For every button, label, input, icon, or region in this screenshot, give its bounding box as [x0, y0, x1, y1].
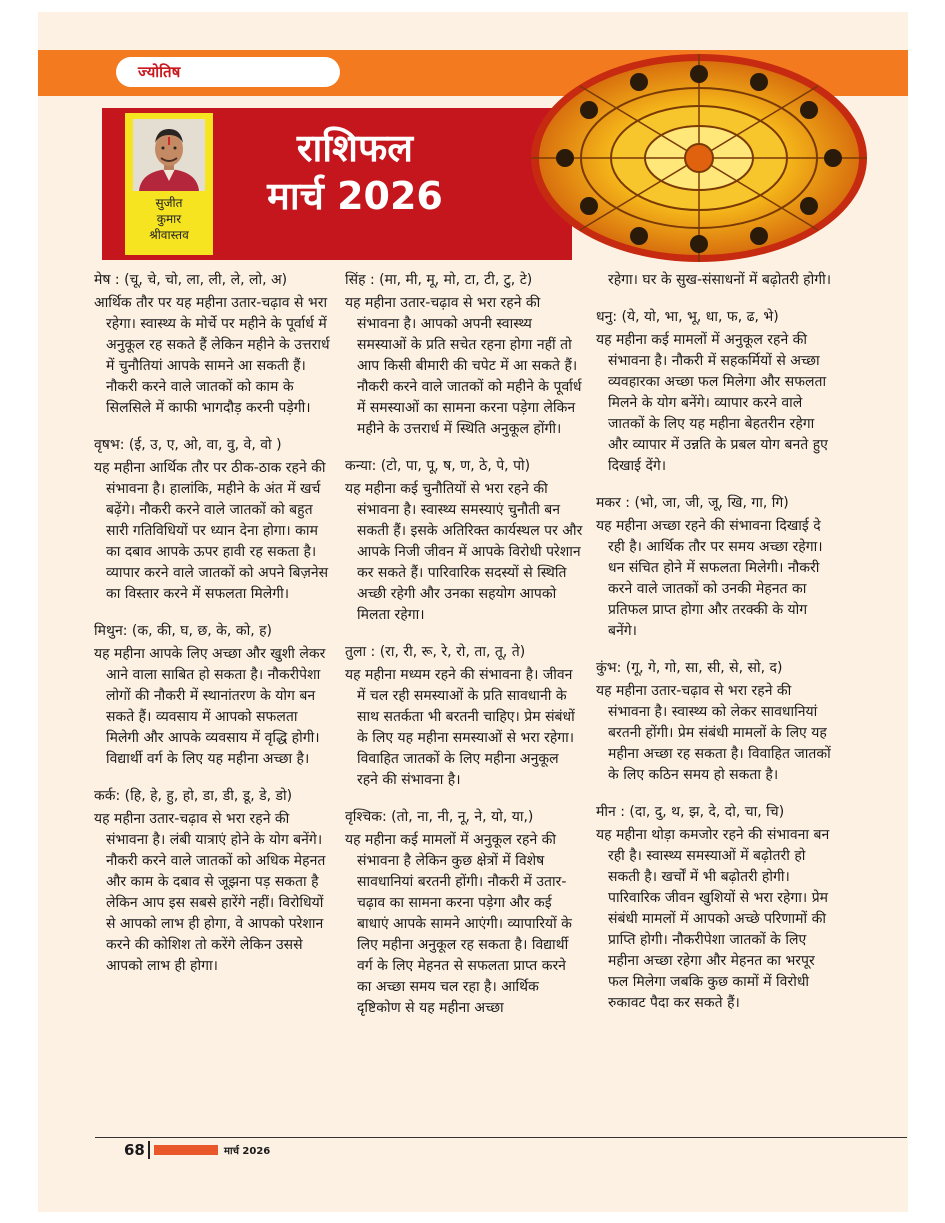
sign-mesh [94, 270, 332, 419]
sign-heading: तुला : (रा, री, रू, रे, रो, ता, तू, ते) [345, 644, 526, 660]
sign-text: यह महीना अच्छा रहने की संभावना दिखाई दे रही है। आर्थिक तौर पर समय अच्छा रहेगा। धन संचित होने में सफलता मिलेगी। नौकरी करने वाले जातकों को उनकी मेहनत का प्रतिफल प्राप्त होगा और तरक्की के योग बनेंगे। [596, 518, 823, 639]
footer-date: मार्च 2026 [224, 1146, 271, 1157]
footer-separator [148, 1141, 150, 1159]
title-line2: मार्च 2026 [267, 174, 443, 218]
title-line1: राशिफल [296, 126, 414, 170]
sign-heading: धनु: (ये, यो, भा, भू, धा, फ, ढ, भे) [596, 309, 779, 325]
author-name-line3: श्रीवास्तव [149, 228, 189, 242]
sign-text: यह महीना कई मामलों में अनुकूल रहने की संभावना है। नौकरी में सहकर्मियों से अच्छा व्यवहारका अच्छा फल मिलेगा और सफलता मिलने के योग बनेंगे। व्यापार करने वाले जातकों के लिए यह महीना बेहतरीन रहेगा और व्यापार में उन्नति के प्रबल योग बनते हुए दिखाई देंगे। [596, 332, 828, 474]
sign-heading: मकर : (भो, जा, जी, जू, खि, गा, गि) [596, 495, 789, 511]
author-name-line1: सुजीत [155, 196, 183, 210]
sign-heading: सिंह : (मा, मी, मू, मो, टा, टी, टु, टे) [345, 272, 533, 288]
continued-text: रहेगा। घर के सुख-संसाधनों में बढ़ोतरी होगी। [608, 272, 832, 288]
sign-meen [596, 802, 834, 1014]
sign-text: यह महीना उतार-चढ़ाव से भरा रहने की संभावना है। आपको अपनी स्वास्थ्य समस्याओं के प्रति सचेत रहना होगा नहीं तो आप किसी बीमारी की चपेट में आ सकते हैं। नौकरी करने वाले जातकों को महीने के पूर्वार्ध में समस्याओं का सामना करना पड़ेगा लेकिन महीने के उत्तरार्ध में स्थिति अनुकूल होंगी। [345, 295, 582, 437]
sign-heading: मिथुन: (क, की, घ, छ, के, को, ह) [94, 623, 272, 639]
sign-dhanu [596, 307, 834, 477]
sign-heading: कुंभ: (गू, गे, गो, सा, सी, से, सो, द) [596, 660, 783, 676]
page-title [240, 124, 470, 220]
column-2 [345, 270, 583, 1035]
author-name-line2: कुमार [156, 212, 182, 226]
sign-text: यह महीना उतार-चढ़ाव से भरा रहने की संभावना है। लंबी यात्राएं होने के योग बनेंगे। नौकरी करने वाले जातकों को अधिक मेहनत और काम के दबाव से जूझना पड़ सकता है लेकिन आप इस सबसे हारेंगे नहीं। विरोधियों से आपको लाभ ही होगा, वे आपको परेशान करने की कोशिश तो करेंगे लेकिन उससे आपको लाभ ही होगा। [94, 811, 326, 974]
sign-heading: कर्क: (हि, हे, हु, हो, डा, डी, डू, डे, डो) [94, 788, 293, 804]
author-photo [133, 119, 205, 191]
page-number: 68 [124, 1141, 145, 1159]
sign-text: यह महीना कई मामलों में अनुकूल रहने की संभावना है लेकिन कुछ क्षेत्रों में विशेष सावधानियां बरतनी होंगी। नौकरी में उतार-चढ़ाव का सामना करना पड़ेगा और कई बाधाएं आपके सामने आएंगी। व्यापारियों के लिए महीना अनुकूल रह सकता है। विद्यार्थी वर्ग के लिए मेहनत से सफलता प्राप्त करने का अच्छा समय चल रहा है। आर्थिक दृष्टिकोण से यह महीना अच्छा [345, 832, 572, 1016]
zodiac-wheel-icon [527, 48, 872, 264]
author-name [125, 195, 213, 243]
sign-singh [345, 270, 583, 440]
sign-vrishabh [94, 435, 332, 605]
sign-heading: मेष : (चू, चे, चो, ला, ली, ले, लो, अ) [94, 272, 288, 288]
sign-text: यह महीना कई चुनौतियों से भरा रहने की संभावना है। स्वास्थ्य समस्याएं चुनौती बन सकती हैं। इसके अतिरिक्त कार्यस्थल पर और आपके निजी जीवन में आपके विरोधी परेशान कर सकते हैं। पारिवारिक सदस्यों से स्थिति अच्छी रहेगी और उनका सहयोग आपको मिलता रहेगा। [345, 481, 583, 623]
sign-heading: मीन : (दा, दु, थ, झ, दे, दो, चा, चि) [596, 804, 785, 820]
column-3 [596, 270, 834, 1030]
footer-divider [95, 1137, 907, 1138]
sign-text: यह महीना उतार-चढ़ाव से भरा रहने की संभावना है। स्वास्थ्य को लेकर सावधानियां बरतनी होंगी। प्रेम संबंधी मामलों के लिए यह महीना अच्छा रह सकता है। विवाहित जातकों के लिए कठिन समय हो सकता है। [596, 683, 831, 783]
sign-text: यह महीना मध्यम रहने की संभावना है। जीवन में चल रही समस्याओं के प्रति सावधानी के साथ सतर्कता भी बरतनी चाहिए। प्रेम संबंधों के लिए यह महीना समस्याओं से भरा रहेगा। विवाहित जातकों के लिए महीना अनुकूल रहने की संभावना है। [345, 667, 575, 788]
sign-text: यह महीना आपके लिए अच्छा और खुशी लेकर आने वाला साबित हो सकता है। नौकरीपेशा लोगों की नौकरी में स्थानांतरण के योग बन सकते हैं। व्यवसाय में आपको सफलता मिलेगी और आपके व्यवसाय में वृद्धि होगी। विद्यार्थी वर्ग के लिए यह महीना अच्छा है। [94, 646, 326, 767]
sign-mithun [94, 621, 332, 770]
sign-makar [596, 493, 834, 642]
author-portrait-icon [133, 119, 205, 191]
sign-vrishchik [345, 807, 583, 1019]
sign-heading: वृश्चिक: (तो, ना, नी, नू, ने, यो, या,) [345, 809, 534, 825]
magazine-logo-icon [154, 1145, 218, 1155]
sign-kanya [345, 456, 583, 626]
author-box [125, 113, 213, 255]
sign-text: यह महीना थोड़ा कमजोर रहने की संभावना बन रही है। स्वास्थ्य समस्याओं में बढ़ोतरी हो सकती है। खर्चों में भी बढ़ोतरी होगी। पारिवारिक जीवन खुशियों से भरा रहेगा। प्रेम संबंधी मामलों में आपको अच्छे परिणामों की प्राप्ति होगी। नौकरीपेशा जातकों के लिए महीना अच्छा रहेगा और मेहनत का भरपूर फल मिलेगा जबकि कुछ कामों में विरोधी रुकावट पैदा कर सकते हैं। [596, 827, 830, 1011]
sign-text: यह महीना आर्थिक तौर पर ठीक-ठाक रहने की संभावना है। हालांकि, महीने के अंत में खर्च बढ़ेंगे। नौकरी करने वाले जातकों को बहुत सारी गतिविधियों पर ध्यान देना होगा। काम का दबाव आपके ऊपर हावी रह सकता है। व्यापार करने वाले जातकों को अपने बिज़नेस का विस्तार करने में सफलता मिलेगी। [94, 460, 329, 602]
sign-kark [94, 786, 332, 977]
sign-kumbh [596, 658, 834, 786]
section-pill [116, 57, 340, 87]
section-label: ज्योतिष [138, 63, 181, 81]
sign-text: आर्थिक तौर पर यह महीना उतार-चढ़ाव से भरा रहेगा। स्वास्थ्य के मोर्चे पर महीने के पूर्वार्ध में अनुकूल रह सकते हैं लेकिन महीने के उत्तरार्ध में चुनौतियां आपके सामने आ सकती हैं। नौकरी करने वाले जातकों को काम के सिलसिले में काफी भागदौड़ करनी पड़ेगी। [94, 295, 330, 416]
sign-heading: वृषभ: (ई, उ, ए, ओ, वा, वु, वे, वो ) [94, 437, 282, 453]
sign-tula [345, 642, 583, 791]
sign-heading: कन्या: (टो, पा, पू, ष, ण, ठे, पे, पो) [345, 458, 531, 474]
column-1 [94, 270, 332, 993]
